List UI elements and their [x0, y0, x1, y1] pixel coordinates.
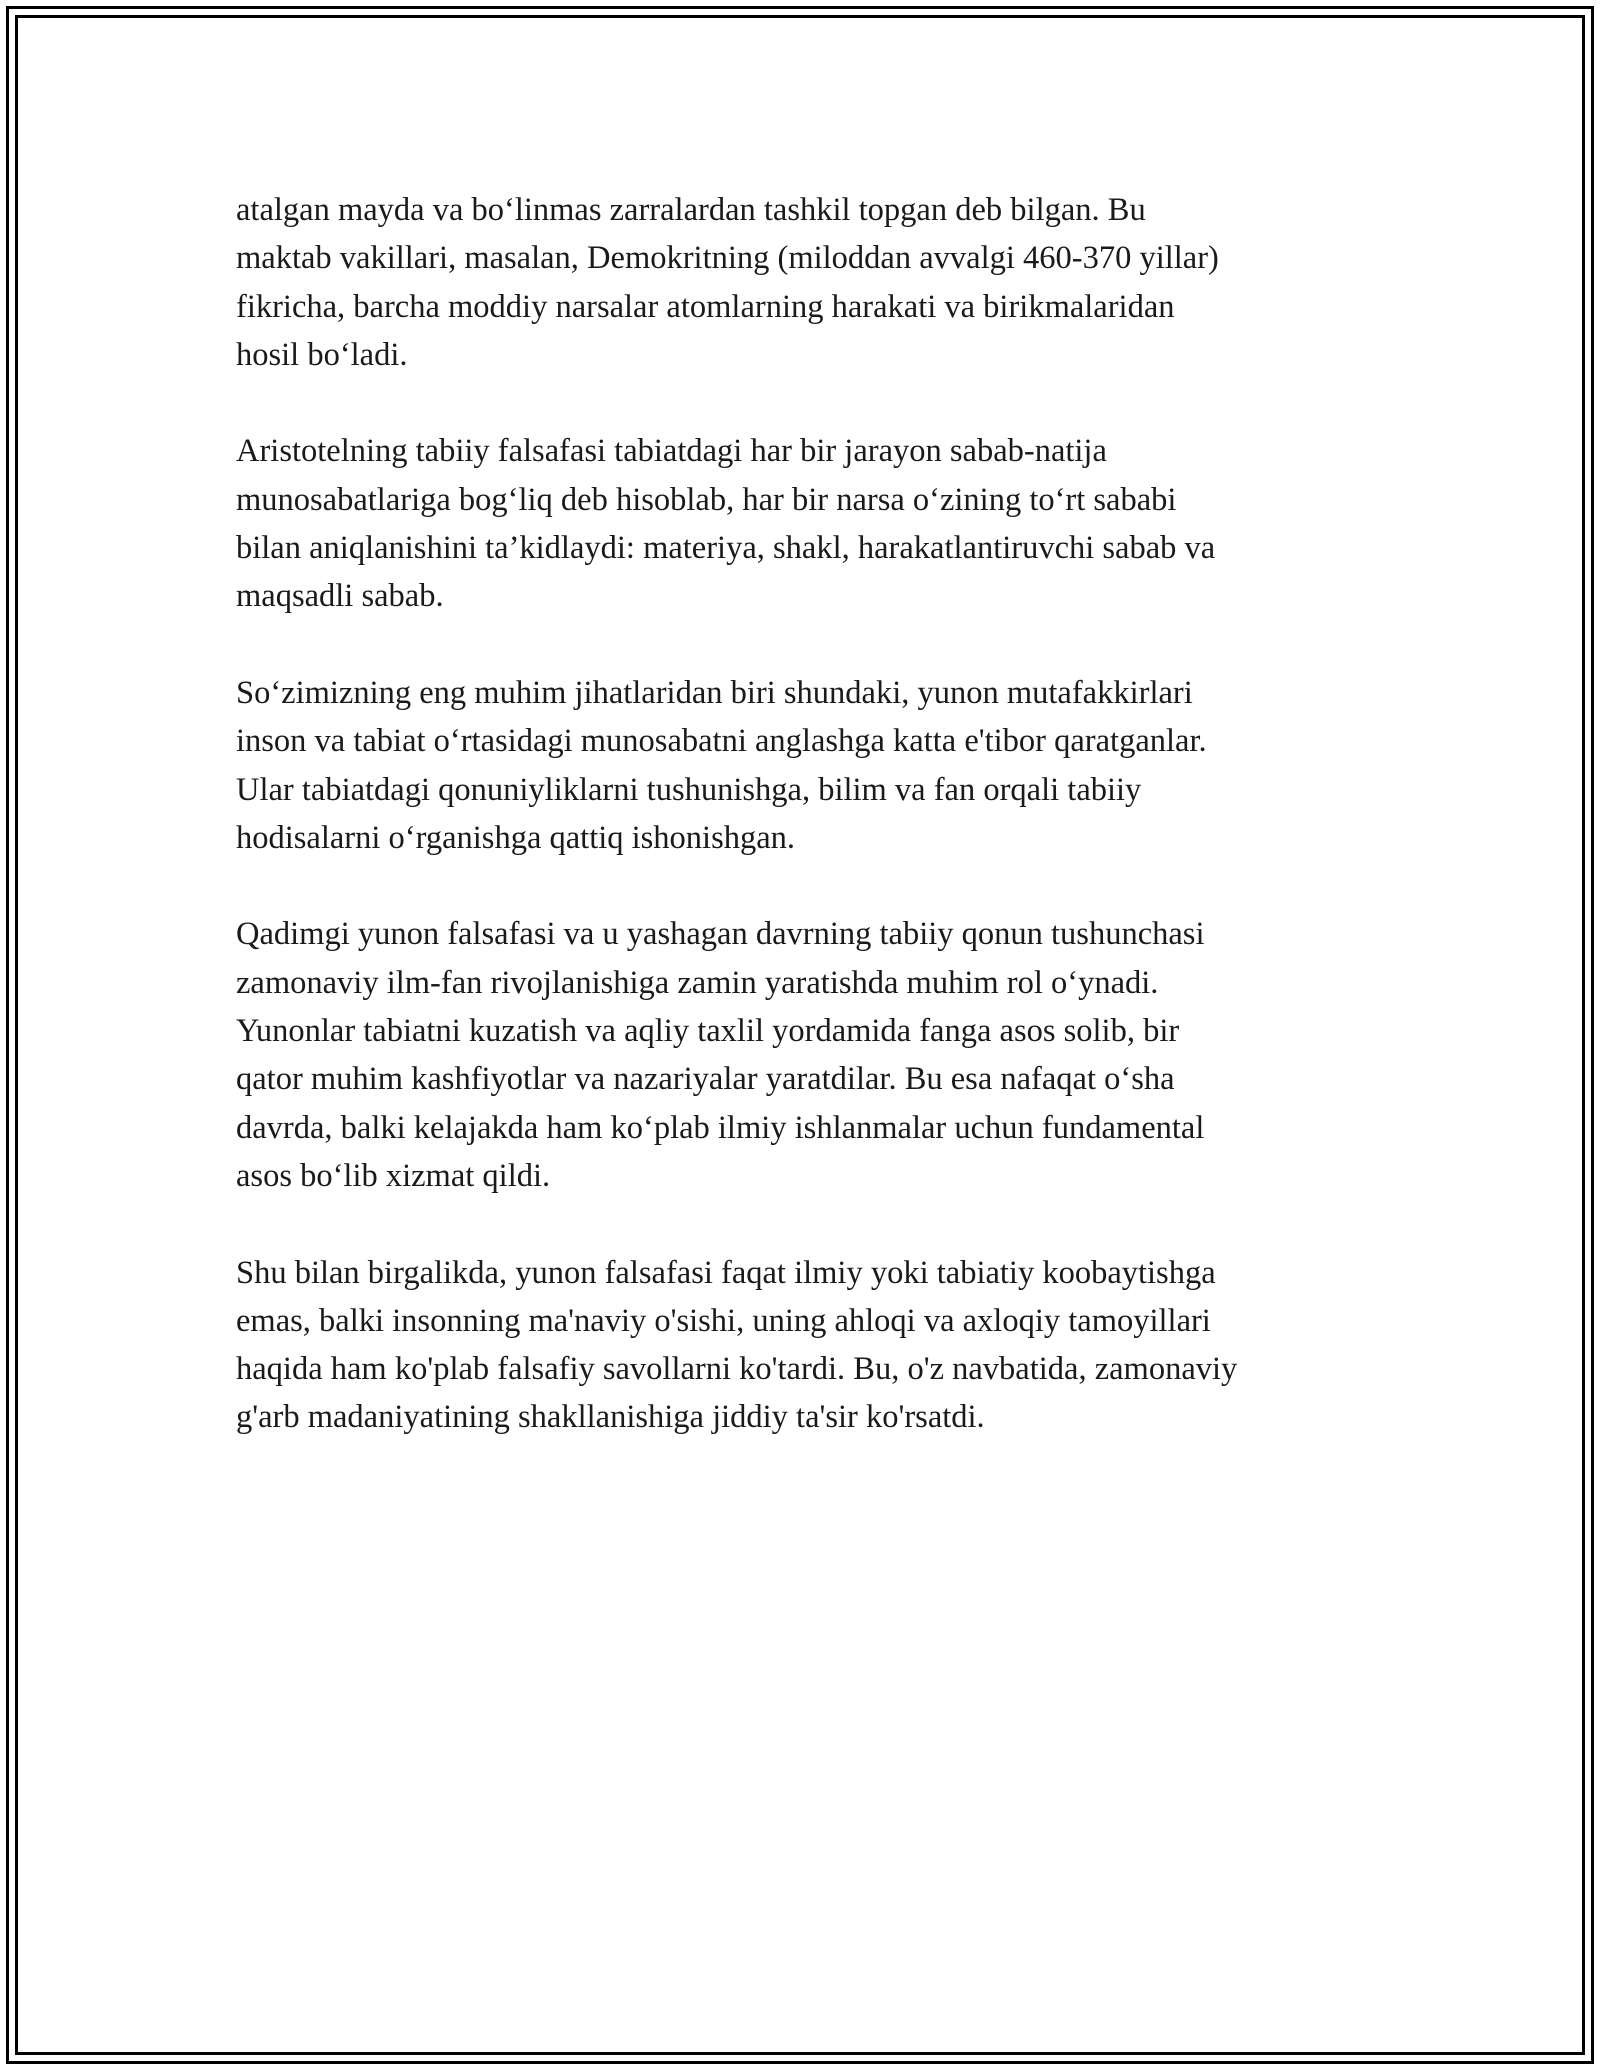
text-line: hosil bo‘ladi.: [236, 336, 408, 373]
text-line: Yunonlar tabiatni kuzatish va aqliy taxlil yordamida fanga asos solib, bir: [236, 1013, 1180, 1050]
text-line: emas, balki insonning ma'naviy o'sishi, uning ahloqi va axloqiy tamoyillari: [236, 1302, 1211, 1339]
text-line: g'arb madaniyatining shakllanishiga jiddiy ta'sir ko'rsatdi.: [236, 1399, 985, 1436]
text-line: maktab vakillari, masalan, Demokritning (miloddan avvalgi 460-370 yillar): [236, 240, 1219, 277]
text-line: Aristotelning tabiiy falsafasi tabiatdagi har bir jarayon sabab-natija: [236, 433, 1107, 470]
text-line: fikricha, barcha moddiy narsalar atomlarning harakati va birikmalaridan: [236, 288, 1175, 325]
text-line: davrda, balki kelajakda ham ko‘plab ilmiy ishlanmalar uchun fundamental: [236, 1109, 1205, 1146]
paragraph-2: [236, 427, 1376, 620]
text-line: asos bo‘lib xizmat qildi.: [236, 1157, 551, 1194]
paragraph-4: [236, 910, 1376, 1200]
text-line: haqida ham ko'plab falsafiy savollarni ko'tardi. Bu, o'z navbatida, zamonaviy: [236, 1351, 1238, 1388]
text-line: bilan aniqlanishini ta’kidlaydi: materiya, shakl, harakatlantiruvchi sabab va: [236, 530, 1216, 567]
text-line: inson va tabiat o‘rtasidagi munosabatni anglashga katta e'tibor qaratganlar.: [236, 723, 1207, 760]
text-line: So‘zimizning eng muhim jihatlaridan biri shundaki, yunon mutafakkirlari: [236, 674, 1193, 711]
text-line: munosabatlariga bog‘liq deb hisoblab, har bir narsa o‘zining to‘rt sababi: [236, 481, 1177, 518]
document-body: [236, 186, 1376, 1490]
paragraph-3: [236, 669, 1376, 862]
text-line: hodisalarni o‘rganishga qattiq ishonishgan.: [236, 819, 796, 856]
text-line: Shu bilan birgalikda, yunon falsafasi faqat ilmiy yoki tabiatiy koobaytishga: [236, 1254, 1216, 1291]
text-line: Ular tabiatdagi qonuniyliklarni tushunishga, bilim va fan orqali tabiiy: [236, 771, 1142, 808]
text-line: maqsadli sabab.: [236, 578, 444, 615]
text-line: atalgan mayda va bo‘linmas zarralardan tashkil topgan deb bilgan. Bu: [236, 192, 1146, 228]
text-line: Qadimgi yunon falsafasi va u yashagan davrning tabiiy qonun tushunchasi: [236, 916, 1205, 953]
text-line: qator muhim kashfiyotlar va nazariyalar yaratdilar. Bu esa nafaqat o‘sha: [236, 1061, 1175, 1098]
paragraph-1: [236, 186, 1376, 379]
text-line: zamonaviy ilm-fan rivojlanishiga zamin yaratishda muhim rol o‘ynadi.: [236, 964, 1159, 1001]
paragraph-5: [236, 1249, 1376, 1442]
